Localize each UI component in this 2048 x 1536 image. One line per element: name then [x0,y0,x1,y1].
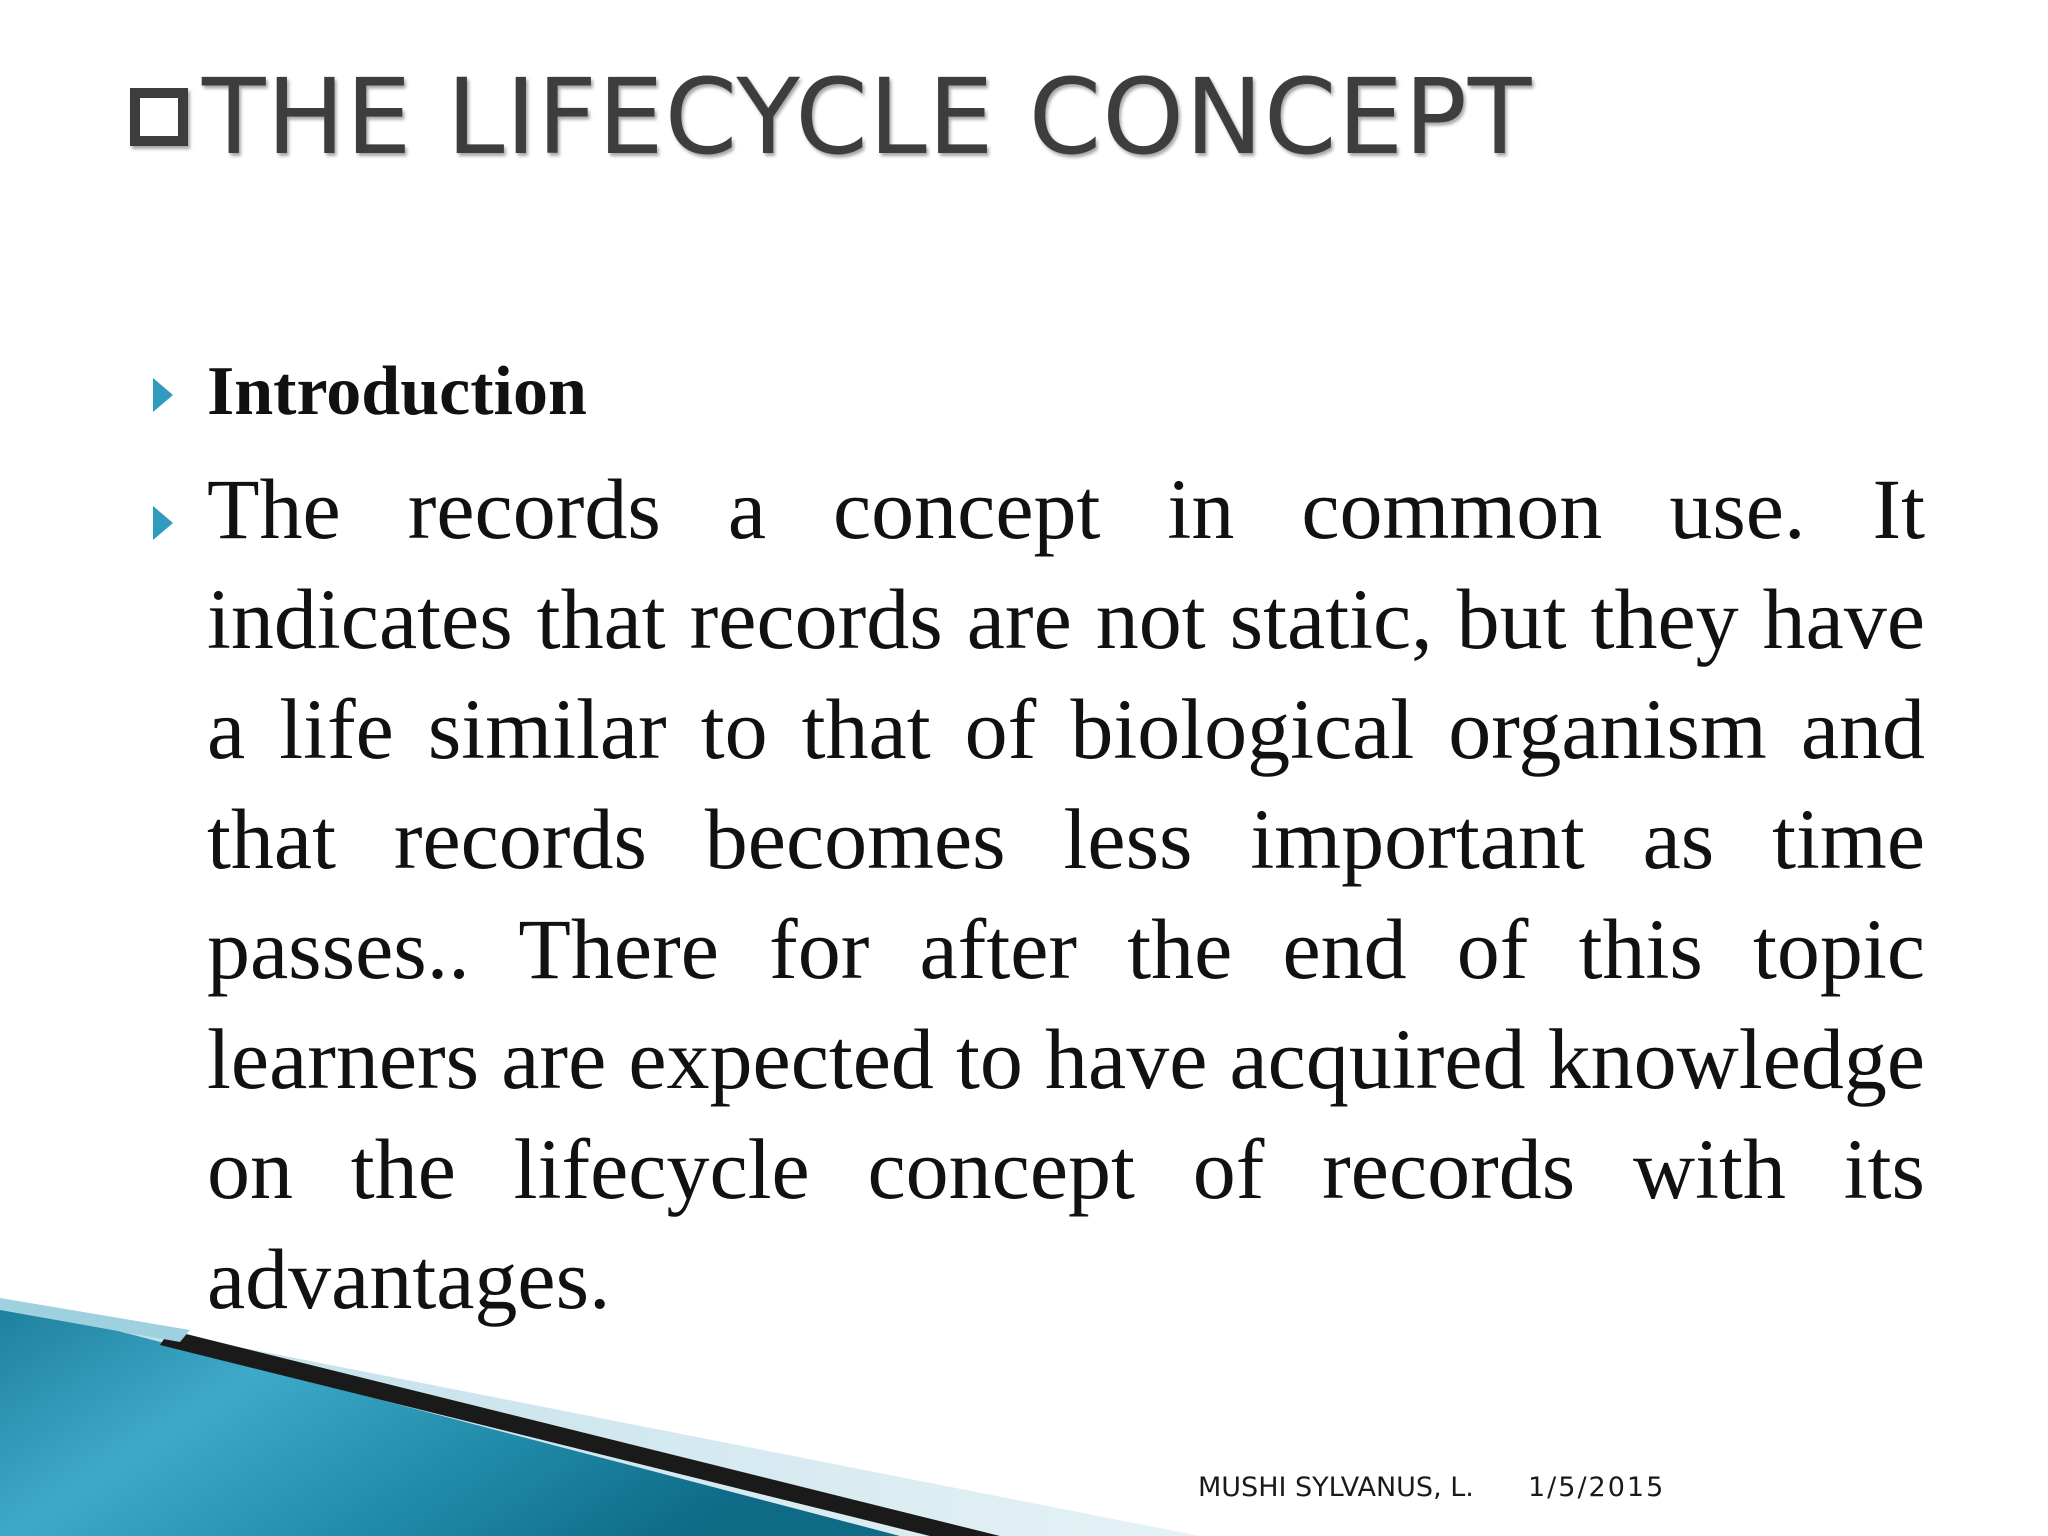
slide-title-text: THE LIFECYCLE CONCEPT [202,56,1533,178]
slide-title [130,56,1532,178]
triangle-right-icon [153,378,173,412]
body-paragraph: The records a concept in common use. It indicates that records are not static, but they have a life similar to that of biological organism and that records becomes less important as time passes.. There for after the end of this topic learners are expected to have acquired knowledge on the lifecycle concept of records with its advantages. [207,461,1925,1327]
footer-date: 1/5/2015 [1528,1472,1666,1503]
bullet-introduction [145,350,1925,434]
slide-content [145,350,1925,1334]
bullet-body [145,454,1925,1334]
intro-label: Introduction [207,353,587,430]
hollow-square-icon [130,88,188,146]
triangle-right-icon [153,506,173,540]
footer-author: MUSHI SYLVANUS, L. [1198,1472,1474,1503]
